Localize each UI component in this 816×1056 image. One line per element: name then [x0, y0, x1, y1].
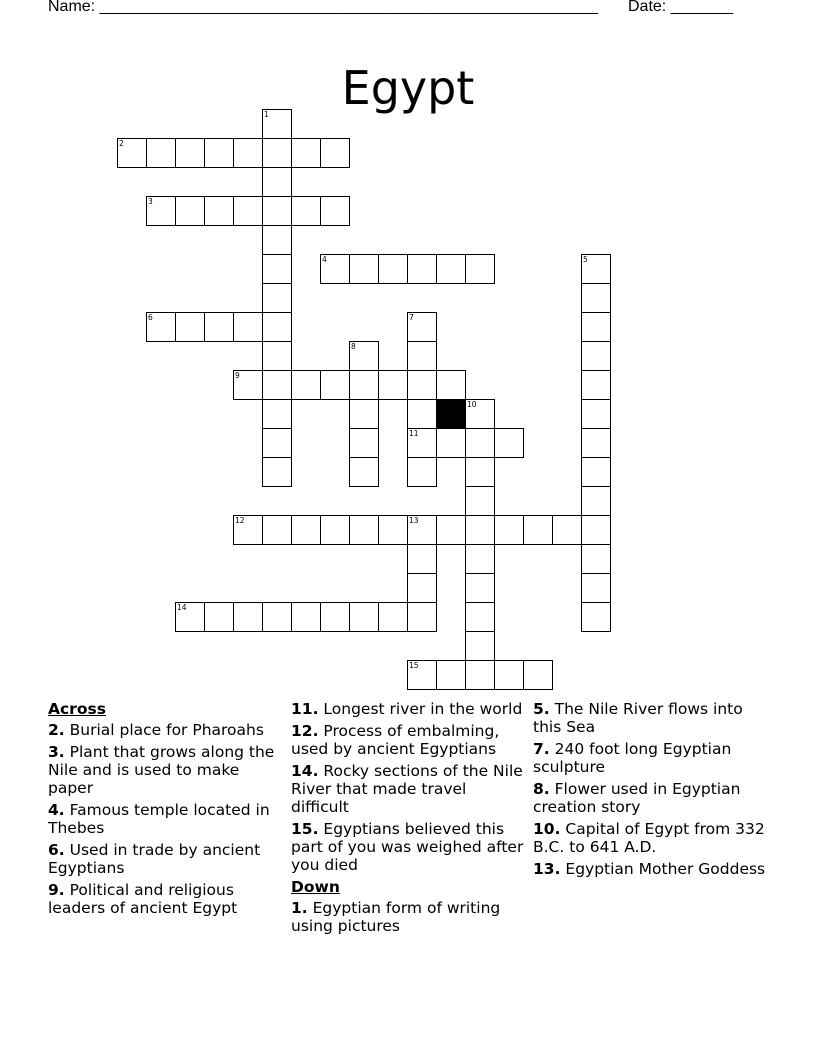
crossword-cell[interactable]: [262, 283, 292, 313]
crossword-cell[interactable]: [291, 138, 321, 168]
crossword-cell[interactable]: [320, 370, 350, 400]
crossword-cell[interactable]: [407, 399, 437, 429]
clue-across-2: [48, 721, 284, 739]
crossword-cell[interactable]: [320, 515, 350, 545]
clue-text: 240 foot long Egyptian sculpture: [533, 739, 732, 777]
crossword-cell[interactable]: [407, 254, 437, 284]
crossword-cell[interactable]: [436, 254, 466, 284]
crossword-cell[interactable]: [581, 399, 611, 429]
clue-text: Used in trade by ancient Egyptians: [48, 840, 261, 878]
crossword-cell[interactable]: [407, 312, 437, 342]
crossword-cell[interactable]: [581, 428, 611, 458]
crossword-cell[interactable]: [204, 196, 234, 226]
clue-number: 7.: [533, 739, 550, 758]
crossword-cell[interactable]: [407, 370, 437, 400]
crossword-cell[interactable]: [175, 602, 205, 632]
crossword-cell[interactable]: [262, 167, 292, 197]
crossword-cell[interactable]: [320, 254, 350, 284]
crossword-cell[interactable]: [407, 660, 437, 690]
clue-across-6: [48, 841, 284, 877]
crossword-cell[interactable]: [262, 428, 292, 458]
clue-text: Burial place for Pharoahs: [64, 721, 264, 740]
crossword-cell[interactable]: [291, 196, 321, 226]
crossword-cell[interactable]: [465, 515, 495, 545]
crossword-cell[interactable]: [146, 138, 176, 168]
cell-number: 12: [235, 516, 245, 525]
clue-across-15: [291, 820, 527, 875]
crossword-cell[interactable]: [320, 196, 350, 226]
cell-number: 5: [583, 255, 588, 264]
crossword-cell[interactable]: [262, 457, 292, 487]
crossword-cell[interactable]: [233, 515, 263, 545]
clues-column-2: [291, 700, 527, 939]
crossword-cell[interactable]: [581, 254, 611, 284]
crossword-cell[interactable]: [291, 602, 321, 632]
crossword-cell[interactable]: [262, 370, 292, 400]
crossword-cell[interactable]: [262, 138, 292, 168]
crossword-cell[interactable]: [349, 341, 379, 371]
crossword-cell[interactable]: [233, 602, 263, 632]
clue-text: Capital of Egypt from 332 B.C. to 641 A.D.: [533, 819, 765, 856]
clue-number: 15.: [291, 819, 319, 838]
cell-number: 6: [148, 313, 153, 322]
clue-across-12: [291, 722, 527, 758]
crossword-cell[interactable]: [407, 544, 437, 574]
crossword-cell[interactable]: [349, 515, 379, 545]
crossword-cell[interactable]: [378, 370, 408, 400]
crossword-cell[interactable]: [320, 138, 350, 168]
clue-down-8: [533, 780, 769, 816]
cell-number: 9: [235, 371, 240, 380]
crossword-cell[interactable]: [465, 631, 495, 661]
crossword-cell[interactable]: [465, 602, 495, 632]
crossword-cell[interactable]: [465, 457, 495, 487]
crossword-cell[interactable]: [233, 370, 263, 400]
crossword-cell[interactable]: [378, 254, 408, 284]
crossword-cell[interactable]: [378, 602, 408, 632]
crossword-cell[interactable]: [146, 312, 176, 342]
clue-number: 8.: [533, 779, 550, 798]
crossword-cell[interactable]: [291, 370, 321, 400]
crossword-cell[interactable]: [262, 109, 292, 139]
name-field-label: Name: ________________________________________________________: [48, 0, 598, 15]
clue-number: 10.: [533, 819, 561, 838]
crossword-cell[interactable]: [175, 138, 205, 168]
cell-number: 4: [322, 255, 327, 264]
clues-column-3: [533, 700, 769, 881]
crossword-cell[interactable]: [465, 486, 495, 516]
crossword-cell[interactable]: [407, 428, 437, 458]
date-field-label: Date: _______: [628, 0, 733, 15]
crossword-cell[interactable]: [233, 312, 263, 342]
crossword-cell[interactable]: [581, 370, 611, 400]
cell-number: 2: [119, 139, 124, 148]
clue-text: Political and religious leaders of ancient Egypt: [48, 880, 238, 918]
clue-number: 3.: [48, 742, 65, 761]
crossword-cell[interactable]: [175, 196, 205, 226]
clue-down-7: [533, 740, 769, 776]
crossword-cell[interactable]: [262, 515, 292, 545]
clue-down-1: [291, 899, 527, 935]
clue-number: 1.: [291, 899, 308, 918]
clue-text: Process of embalming, used by ancient Egyptians: [291, 721, 500, 758]
crossword-cell[interactable]: [378, 515, 408, 545]
cell-number: 3: [148, 197, 153, 206]
crossword-cell[interactable]: [262, 225, 292, 255]
clue-number: 9.: [48, 880, 65, 899]
clue-text: Egyptian Mother Goddess: [560, 859, 766, 878]
crossword-cell[interactable]: [349, 254, 379, 284]
clue-number: 11.: [291, 700, 319, 718]
crossword-cell[interactable]: [494, 515, 524, 545]
crossword-cell[interactable]: [117, 138, 147, 168]
clue-text: Egyptian form of writing using pictures: [291, 899, 501, 936]
cell-number: 10: [467, 400, 477, 409]
clue-text: Famous temple located in Thebes: [48, 801, 270, 838]
crossword-cell[interactable]: [465, 254, 495, 284]
crossword-cell[interactable]: [407, 341, 437, 371]
clue-number: 2.: [48, 721, 65, 740]
clue-text: Plant that grows along the Nile and is used to make paper: [48, 742, 275, 798]
crossword-cell[interactable]: [581, 486, 611, 516]
clue-text: Longest river in the world: [318, 700, 523, 718]
crossword-cell[interactable]: [262, 312, 292, 342]
down-heading: Down: [291, 877, 340, 896]
crossword-cell[interactable]: [407, 515, 437, 545]
clue-across-14: [291, 762, 527, 817]
crossword-cell[interactable]: [204, 312, 234, 342]
clues-column-1: [48, 700, 284, 921]
crossword-cell[interactable]: [494, 428, 524, 458]
clue-number: 6.: [48, 840, 65, 859]
clue-text: The Nile River flows into this Sea: [533, 700, 743, 737]
crossword-cell[interactable]: [523, 515, 553, 545]
crossword-cell[interactable]: [581, 312, 611, 342]
clue-number: 13.: [533, 859, 561, 878]
crossword-cell[interactable]: [581, 602, 611, 632]
crossword-cell[interactable]: [581, 283, 611, 313]
crossword-cell[interactable]: [204, 602, 234, 632]
crossword-cell[interactable]: [204, 138, 234, 168]
crossword-cell[interactable]: [291, 515, 321, 545]
crossword-cell[interactable]: [233, 138, 263, 168]
clue-down-10: [533, 820, 769, 856]
crossword-cell[interactable]: [349, 602, 379, 632]
cell-number: 11: [409, 429, 419, 438]
crossword-black-cell: [436, 399, 466, 429]
clue-number: 5.: [533, 700, 550, 718]
crossword-cell[interactable]: [523, 660, 553, 690]
crossword-cell[interactable]: [262, 399, 292, 429]
crossword-cell[interactable]: [407, 602, 437, 632]
clue-down-13: [533, 860, 769, 878]
crossword-cell[interactable]: [465, 544, 495, 574]
crossword-cell[interactable]: [465, 428, 495, 458]
crossword-cell[interactable]: [465, 573, 495, 603]
crossword-cell[interactable]: [262, 254, 292, 284]
cell-number: 13: [409, 516, 419, 525]
cell-number: 14: [177, 603, 187, 612]
clue-number: 14.: [291, 761, 319, 780]
crossword-cell[interactable]: [320, 602, 350, 632]
crossword-cell[interactable]: [349, 428, 379, 458]
crossword-cell[interactable]: [262, 341, 292, 371]
crossword-cell[interactable]: [349, 370, 379, 400]
crossword-cell[interactable]: [581, 457, 611, 487]
crossword-cell[interactable]: [436, 428, 466, 458]
crossword-cell[interactable]: [262, 196, 292, 226]
clue-number: 12.: [291, 721, 319, 740]
crossword-cell[interactable]: [581, 573, 611, 603]
clue-across-3: [48, 743, 284, 798]
crossword-cell[interactable]: [436, 370, 466, 400]
cell-number: 8: [351, 342, 356, 351]
puzzle-title: Egypt: [341, 60, 475, 115]
clue-text: Flower used in Egyptian creation story: [533, 779, 741, 817]
crossword-cell[interactable]: [407, 573, 437, 603]
crossword-cell[interactable]: [436, 660, 466, 690]
crossword-cell[interactable]: [262, 602, 292, 632]
crossword-cell[interactable]: [465, 660, 495, 690]
crossword-cell[interactable]: [436, 515, 466, 545]
cell-number: 7: [409, 313, 414, 322]
crossword-cell[interactable]: [407, 457, 437, 487]
crossword-cell[interactable]: [581, 341, 611, 371]
crossword-cell[interactable]: [233, 196, 263, 226]
clue-text: Egyptians believed this part of you was weighed after you died: [291, 819, 524, 875]
clue-across-11: [291, 700, 527, 718]
crossword-cell[interactable]: [581, 544, 611, 574]
crossword-cell[interactable]: [581, 515, 611, 545]
crossword-cell[interactable]: [494, 660, 524, 690]
crossword-cell[interactable]: [175, 312, 205, 342]
clue-down-5: [533, 700, 769, 736]
clue-text: Rocky sections of the Nile River that made travel difficult: [291, 761, 523, 817]
clue-number: 4.: [48, 801, 65, 820]
crossword-cell[interactable]: [552, 515, 582, 545]
crossword-cell[interactable]: [465, 399, 495, 429]
crossword-cell[interactable]: [146, 196, 176, 226]
crossword-cell[interactable]: [349, 457, 379, 487]
across-heading: Across: [48, 700, 106, 718]
clue-across-9: [48, 881, 284, 917]
cell-number: 1: [264, 110, 269, 119]
crossword-cell[interactable]: [349, 399, 379, 429]
clue-across-4: [48, 801, 284, 837]
cell-number: 15: [409, 661, 419, 670]
